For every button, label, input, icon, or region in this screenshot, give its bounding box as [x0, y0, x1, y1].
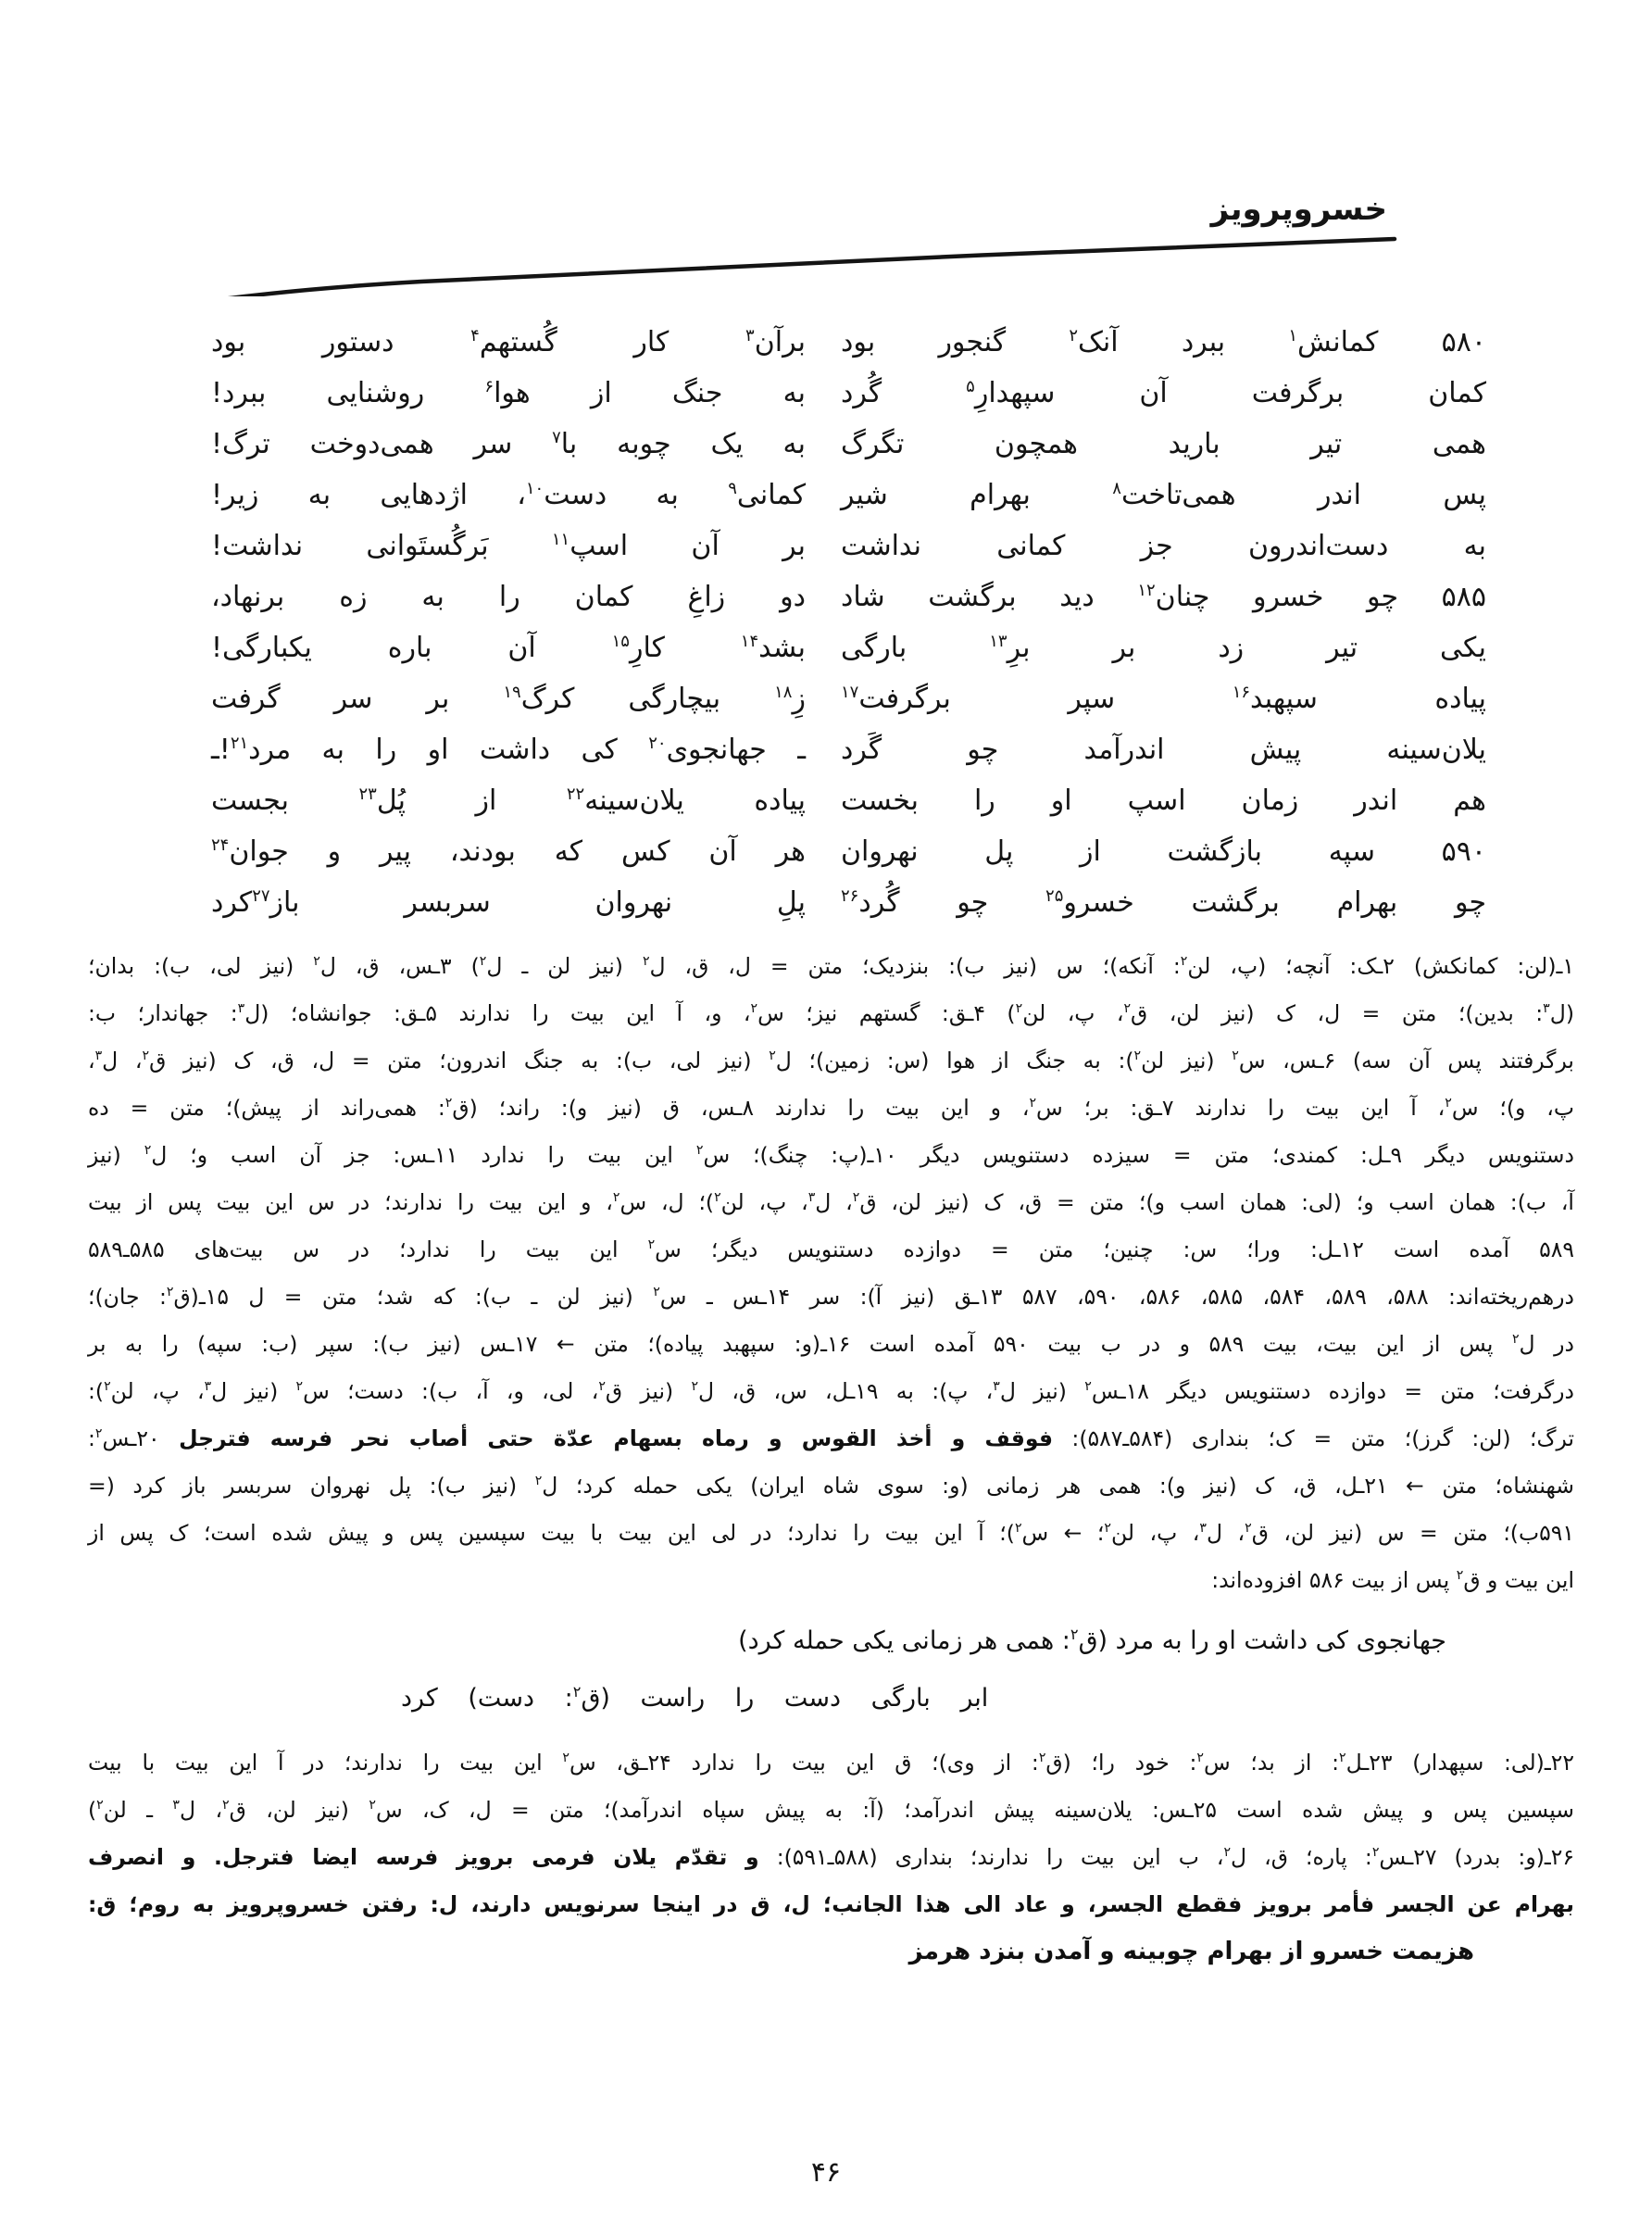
hemistich-left: ـ جهانجوی$^{۲۰}$ کی داشت او را به مرد$^{۲۱}$!ـ [211, 733, 806, 766]
apparatus-line: درگرفت؛ متن = دوازده دستنویس دیگر ۱۸ـس$^۲$ (نیز ل$^۳$، پ): به ۱۹ـل، س، ق، ل$^۲$ (نیز ق$^۲$، لی، و، آ، ب): دست؛ س$^۲$ (نیز ل$^۳$، پ، لن$^۲$): [88, 1378, 1574, 1404]
verse-row [211, 470, 1486, 521]
hemistich-left: پلِ نهروان سربسر باز$^{۲۷}$کرد [211, 885, 806, 919]
verse-row [211, 877, 1486, 928]
apparatus-block-2 [88, 1739, 1574, 1928]
verse-number: ۵۸۰ [1441, 325, 1486, 358]
apparatus-line: درهم‌ریخته‌اند: ۵۸۸، ۵۸۹، ۵۸۴، ۵۸۵، ۵۸۶، ۵۹۰، ۵۸۷ ۱۳ـق (نیز آ): سر ۱۴ـس ـ س$^۲$ (نیز لن ـ ب): که شد؛ متن = ل ۱۵ـ(ق$^۲$: جان)؛ [88, 1284, 1574, 1310]
hemistich-right: هم اندر زمان اسپ او را بخست [841, 784, 1486, 817]
hemistich-left: دو زاغِ کمان را به زه برنهاد، [211, 580, 806, 613]
apparatus-line: در ل$^۲$ پس از این بیت، بیت ۵۸۹ و در ب بیت ۵۹۰ آمده است ۱۶ـ(و: سپهبد پیاده)؛ متن ← ۱۷ـس (نیز ب): سپر (ب: سپه) را به بر [88, 1331, 1574, 1357]
hemistich-left: به یک چوبه با$^۷$ سر همی‌دوخت ترگ! [211, 427, 806, 460]
hemistich-right: یکی تیر زد بر برِ$^{۱۳}$ بارگی [841, 631, 1486, 664]
section-heading-bold: هزیمت خسرو از بهرام چوبینه و آمدن بنزد هرمز [908, 1938, 1474, 1965]
apparatus-line: برگرفتند پس آن سه) ۶ـس، س$^۲$ (نیز لن$^۲$): به جنگ از هوا (س: زمین)؛ ل$^۲$ (نیز لی، ب): به جنگ اندرون؛ متن = ل، ق، ک (نیز ق$^۲$، ل$^۳$، [88, 1048, 1574, 1073]
running-header-title: خسروپرویز [1210, 191, 1387, 228]
hemistich-left: پیاده یلان‌سینه$^{۲۲}$ از پُل$^{۲۳}$ بجست [211, 784, 806, 817]
hemistich-right: پس اندر همی‌تاخت$^۸$ بهرام شیر [841, 478, 1486, 511]
hemistich-left: زِ$^{۱۸}$ بیچارگی کرگ$^{۱۹}$ بر سر گرفت [211, 682, 806, 715]
hemistich-left: بر آن اسپ$^{۱۱}$ بَرگُستَوانی نداشت! [211, 529, 806, 562]
apparatus-line: آ، ب): همان اسب و؛ (لی: همان اسب و)؛ متن = ق، ک (نیز لن، ق$^۲$، ل$^۳$، پ، لن$^۲$)؛ ل، س$^۲$، و این بیت را ندارند؛ در س این بیت پس از بیت [88, 1189, 1574, 1215]
apparatus-line: بهرام عن الجسر فأمر برویز فقطع الجسر، و عاد الی هذا الجانب؛ ل، ق در اینجا سرنویس دارند، ل: رفتن خسروپرویز به روم؛ ق: [88, 1891, 1574, 1917]
apparatus-quote-verse-2: ابر بارگی دست را راست (ق$^۲$: دست) کرد [401, 1683, 989, 1713]
hemistich-right: چو بهرام برگشت خسرو$^{۲۵}$ چو گُرد$^{۲۶}$ [841, 885, 1487, 919]
apparatus-line: سپسین پس و پیش شده است ۲۵ـس: یلان‌سینه پیش اندرآمد؛ (آ: به پیش سپاه اندرآمد)؛ متن = ل، ک، س$^۲$ (نیز لن، ق$^۲$، ل$^۳$ ـ لن$^۲$) [88, 1797, 1574, 1823]
verse-row [211, 775, 1486, 826]
apparatus-line: (ل$^۳$: بدین)؛ متن = ل، ک (نیز لن، ق$^۲$، پ، لن$^۲$) ۴ـق: گستهم نیز؛ س$^۲$، و، آ این بیت را ندارند ۵ـق: جوانشاه؛ (ل$^۳$: جهاندار؛ ب: [88, 1000, 1574, 1026]
apparatus-line: دستنویس دیگر ۹ـل: کمندی؛ متن = سیزده دستنویس دیگر ۱۰ـ(پ: چنگ)؛ س$^۲$ این بیت را ندارد ۱۱ـس: جز آن اسب و؛ ل$^۲$ (نیز [88, 1142, 1574, 1168]
verse-row [211, 724, 1486, 775]
hemistich-left: بشد$^{۱۴}$ کارِ$^{۱۵}$ آن باره یکبارگی! [211, 631, 806, 664]
apparatus-line: این بیت و ق$^۲$ پس از بیت ۵۸۶ افزوده‌اند: [1211, 1567, 1574, 1593]
apparatus-line: ۲۲ـ(لی: سپهدار) ۲۳ـل$^۲$: از بد؛ س$^۲$: خود را؛ (ق$^۲$: از وی)؛ ق این بیت را ندارد ۲۴ـق، س$^۲$ این بیت را ندارند؛ در آ این بیت با بیت [88, 1750, 1574, 1776]
apparatus-line: ۵۸۹ آمده است ۱۲ـل: ورا؛ س: چنین؛ متن = دوازده دستنویس دیگر؛ س$^۲$ این بیت را ندارد؛ در س بیت‌های ۵۸۵ـ۵۸۹ [88, 1236, 1574, 1262]
hemistich-right: به دست‌اندرون جز کمانی نداشت [841, 529, 1486, 562]
apparatus-line: ۵۹۱ب)؛ متن = س (نیز لن، ق$^۲$، ل$^۳$، پ، لن$^۲$؛ ← س$^۲$)؛ آ این بیت را ندارد؛ در لی این بیت با بیت سپسین پس و پیش شده است؛ ک پس از [88, 1520, 1574, 1546]
header-rule-curve [116, 230, 1398, 296]
hemistich-right: ۵۸۰ کمانش$^۱$ ببرد آنک$^۲$ گنجور بود [841, 325, 1486, 358]
verse-row [211, 622, 1486, 673]
verse-row [211, 571, 1486, 622]
apparatus-quote-verse-1: جهانجوی کی داشت او را به مرد (ق$^۲$: همی هر زمانی یکی حمله کرد) [738, 1625, 1446, 1655]
apparatus-line: ترگ؛ (لن: گرز)؛ متن = ک؛ بنداری (۵۸۴ـ۵۸۷): فوقف و أخذ القوس و رماه بسهام عدّة حتی أصاب نحر فرسه فترجل ۲۰ـس$^۲$: [88, 1425, 1574, 1451]
hemistich-left: کمانی$^۹$ به دست$^{۱۰}$، اژدهایی به زیر! [211, 478, 806, 511]
apparatus-line: ۱ـ(لن: کمانکش) ۲ـک: آنچه؛ (پ، لن$^۲$: آنکه)؛ س (نیز ب): بنزدیک؛ متن = ل، ق، ل$^۲$ (نیز لن ـ ل$^۲$) ۳ـس، ق، ل$^۲$ (نیز لی، ب): بدان؛ [88, 953, 1575, 979]
apparatus-line: شهنشاه؛ متن ← ۲۱ـل، ق، ک (نیز و): همی هر زمانی (و: سوی شاه ایران) یکی حمله کرد؛ ل$^۲$ (نیز ب): پل نهروان سربسر باز کرد (= [88, 1473, 1574, 1499]
verse-number: ۵۹۰ [1441, 835, 1486, 868]
hemistich-left: برآن$^۳$ کار گُستهم$^۴$ دستور بود [211, 325, 806, 358]
apparatus-line: ۲۶ـ(و: بدرد) ۲۷ـس$^۲$: پاره؛ ق، ل$^۲$، ب این بیت را ندارند؛ بنداری (۵۸۸ـ۵۹۱): و تقدّم یلان فرمی برویز فرسه ایضا فترجل. و انصرف [88, 1844, 1575, 1870]
hemistich-right: کمان برگرفت آن سپهدارِ$^۵$ گُرد [841, 376, 1486, 409]
verse-row [211, 673, 1486, 724]
hemistich-left: هر آن کس که بودند، پیر و جوان$^{۲۴}$ [211, 835, 806, 868]
hemistich-right: ۵۸۵ چو خسرو چنان$^{۱۲}$ دید برگشت شاد [841, 580, 1486, 613]
apparatus-block-1 [88, 943, 1574, 1604]
verse-row [211, 368, 1486, 419]
verse-row [211, 521, 1486, 571]
verse-row [211, 826, 1486, 877]
hemistich-right: همی تیر بارید همچون تگرگ [841, 427, 1486, 460]
apparatus-line: پ، و)؛ س$^۲$، آ این بیت را ندارند ۷ـق: بر؛ س$^۲$، و این بیت را ندارند ۸ـس، ق (نیز و): راند؛ (ق$^۲$: همی‌راند از پیش)؛ متن = ده [88, 1095, 1574, 1121]
poem [211, 317, 1486, 928]
hemistich-right: یلان‌سینه پیش اندرآمد چو گَرد [841, 733, 1486, 766]
verse-number: ۵۸۵ [1441, 580, 1486, 613]
hemistich-right: پیاده سپهبد$^{۱۶}$ سپر برگرفت$^{۱۷}$ [841, 682, 1486, 715]
page-number: ۴۶ [810, 2156, 842, 2189]
verse-row [211, 419, 1486, 470]
hemistich-left: به جنگ از هوا$^۶$ روشنایی ببرد! [211, 376, 806, 409]
hemistich-right: ۵۹۰ سپه بازگشت از پل نهروان [841, 835, 1486, 868]
verse-row [211, 317, 1486, 368]
